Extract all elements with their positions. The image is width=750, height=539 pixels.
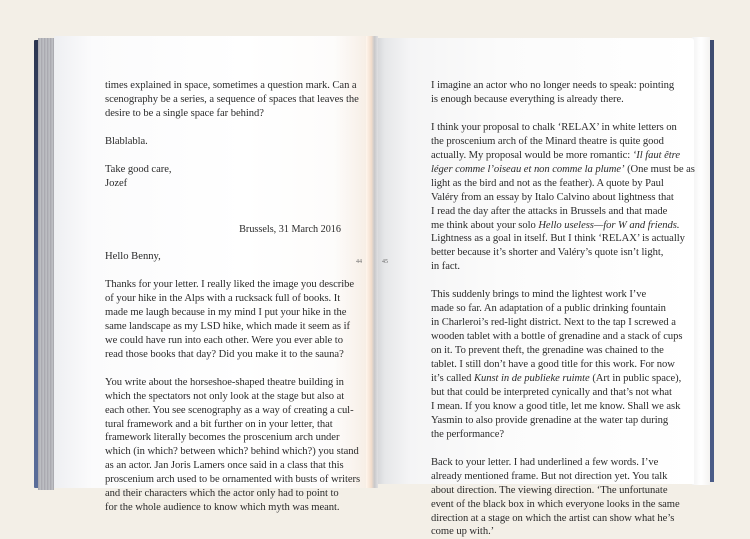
paragraph: Back to your letter. I had underlined a few words. I’ve already mentioned frame. But not direction yet. You talk about direction. The viewing direction. ‘The unfortunate event of the black box in which everyone looks in the same direction at a stage on which the artist can show what he’s come up with.’ bbox=[431, 456, 680, 538]
italic-title: Kunst in de publieke ruimte bbox=[473, 372, 590, 384]
left-page-block-edge bbox=[38, 38, 54, 490]
paragraph: Thanks for your letter. I really liked the image you describe of your hike in the Alps with a rucksack full of books. It made me laugh because in my mind I put your hike in the same landscape as my LSD hike, which made it seem as if we could have run into each other. Were you ever able to read those books that day? Did you make it to the sauna? bbox=[105, 279, 355, 360]
paragraph: I imagine an actor who no longer needs to speak: pointing is enough because everything is already there. bbox=[431, 80, 675, 105]
book-gutter bbox=[366, 36, 378, 488]
signoff: Take good care, Jozef bbox=[105, 163, 341, 191]
page-number-right: 45 bbox=[382, 259, 388, 265]
right-page-block-edge bbox=[692, 37, 710, 485]
italic-title: Hello useless—for W and friends. bbox=[538, 219, 680, 231]
right-cover-edge bbox=[710, 40, 714, 482]
signature: Jozef bbox=[105, 177, 128, 189]
paragraph: This suddenly brings to mind the lightest work I’ve made so far. An adaptation of a public drinking fountain in Charleroi’s red-light district. Next to the tap I screwed a wooden tablet with a bottle of grenadine and a stack of cups on it. To prevent theft, the grenadine was chained to the tablet. I still don’t have a good title for this work. For now it’s called Kunst in de publieke ruimte (Art in public space), but that could be interpreted cynically and that’s not what I mean. If you know a good title, let me know. Shall we ask Yasmin to also provide grenadine at the water tap during the performance? bbox=[431, 289, 683, 440]
paragraph-blablabla: Blablabla. bbox=[105, 135, 148, 147]
paragraph: I think your proposal to chalk ‘RELAX’ in white letters on the proscenium arch of the Minard theatre is quite good actually. My proposal would be more romantic: ‘Il faut être léger comme l’oiseau et non comme la plume’ (One must be as light as the bird and not as the feather). A quote by Paul Valéry from an essay by Italo Calvino about lightness that I read the day after the attacks in Brussels and that made me think about your solo Hello useless—for W and friends. Lightness as a goal in itself. But I think ‘RELAX’ is actually better because it’s shorter and Valéry’s quote isn’t light, in fact. bbox=[431, 121, 695, 273]
left-page-top-text bbox=[105, 79, 359, 191]
italic-quote: léger comme l’oiseau et non comme la plume’ bbox=[431, 163, 625, 175]
letter-greeting: Hello Benny, bbox=[105, 251, 161, 262]
page-number-left: 44 bbox=[356, 259, 362, 265]
letter-dateline: Brussels, 31 March 2016 bbox=[239, 224, 341, 235]
italic-quote: ‘Il faut être bbox=[632, 149, 680, 161]
right-page-text bbox=[431, 79, 695, 539]
paragraph-closing-question: times explained in space, sometimes a question mark. Can a scenography be a series, a sequence of spaces that leaves the desire to be a single space far behind? bbox=[105, 80, 359, 119]
left-page-letter-body bbox=[105, 278, 361, 515]
paragraph: You write about the horseshoe-shaped theatre building in which the spectators not only look at the stage but also at each other. You see scenography as a way of creating a cul- tural framework and a bit further on in your letter, that framework literally becomes the proscenium arch under which (in which? between which? behind which?) you stand as an actor. Jan Joris Lamers once said in a class that this proscenium arch used to be ornamented with busts of writers and their characters which the actor only had to point to for the whole audience to know which myth was meant. bbox=[105, 376, 361, 514]
